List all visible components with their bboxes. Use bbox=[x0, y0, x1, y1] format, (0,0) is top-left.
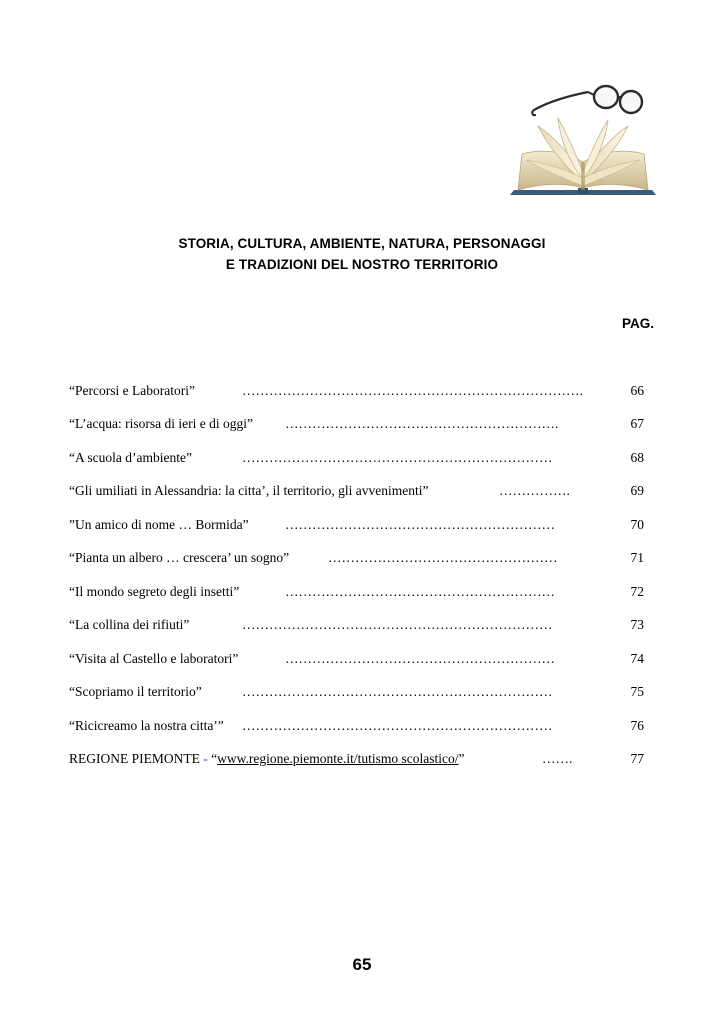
toc-entry-title: “Il mondo segreto degli insetti” bbox=[69, 584, 240, 599]
open-quote: “ bbox=[211, 751, 218, 766]
toc-row bbox=[69, 483, 644, 503]
toc-page-number: 75 bbox=[630, 684, 644, 699]
toc-entry-title: “Pianta un albero … crescera’ un sogno” bbox=[69, 550, 290, 565]
website-link[interactable]: www.regione.piemonte.it/tutismo scolastico/ bbox=[217, 751, 459, 766]
toc-leader-dots: …………………………………………… bbox=[328, 550, 558, 565]
toc-page-number: 70 bbox=[630, 517, 644, 532]
toc-leader-dots: …………………………………………………………… bbox=[242, 684, 553, 699]
toc-page-number: 73 bbox=[630, 617, 644, 632]
toc-entry-title: “L’acqua: risorsa di ieri e di oggi” bbox=[69, 416, 253, 431]
toc-leader-dots: …………………………………………………………… bbox=[242, 617, 553, 632]
toc-entry-title: “Gli umiliati in Alessandria: la citta’, il territorio, gli avvenimenti” bbox=[69, 483, 429, 498]
toc-leader-dots: …………………………………………………………… bbox=[242, 450, 553, 465]
toc-leader-dots: …………………………………………………………………. bbox=[242, 383, 583, 398]
toc-page-number: 71 bbox=[630, 550, 644, 565]
toc-leader-dots: …………………………………………………… bbox=[285, 584, 555, 599]
toc-entry-title: “La collina dei rifiuti” bbox=[69, 617, 190, 632]
toc-page-number: 69 bbox=[630, 483, 644, 498]
toc-entry-title bbox=[69, 751, 464, 767]
toc-page-number: 77 bbox=[630, 751, 644, 766]
toc-page-number: 67 bbox=[630, 416, 644, 431]
toc-row bbox=[69, 584, 644, 604]
toc-leader-dots: ……………. bbox=[499, 483, 570, 498]
toc-page-number: 72 bbox=[630, 584, 644, 599]
toc-entry-title: “Ricicreamo la nostra citta’” bbox=[69, 718, 224, 733]
regione-label: REGIONE PIEMONTE bbox=[69, 751, 204, 766]
toc-leader-dots: ……………………………………………………. bbox=[285, 416, 559, 431]
toc-leader-dots: …………………………………………………………… bbox=[242, 718, 553, 733]
toc-row bbox=[69, 450, 644, 470]
toc-entry-title: “Visita al Castello e laboratori” bbox=[69, 651, 239, 666]
separator-dash: - bbox=[203, 751, 212, 766]
toc-leader-dots: …………………………………………………… bbox=[285, 517, 555, 532]
heading-line-1: STORIA, CULTURA, AMBIENTE, NATURA, PERSONAGGI bbox=[178, 236, 546, 251]
page-column-header: PAG. bbox=[621, 316, 654, 331]
toc-page-number: 74 bbox=[630, 651, 644, 666]
toc-page-number: 66 bbox=[630, 383, 644, 398]
toc-row bbox=[69, 416, 644, 436]
toc-row bbox=[69, 550, 644, 570]
toc-row bbox=[69, 517, 644, 537]
toc-entry-title: “A scuola d’ambiente” bbox=[69, 450, 192, 465]
heading-line-2: E TRADIZIONI DEL NOSTRO TERRITORIO bbox=[225, 257, 499, 272]
toc-entry-title: “Scopriamo il territorio” bbox=[69, 684, 202, 699]
toc-leader-dots: ……. bbox=[542, 751, 573, 766]
close-quote: ” bbox=[458, 751, 465, 766]
toc-row bbox=[69, 684, 644, 704]
toc-row bbox=[69, 617, 644, 637]
footer-page-number: 65 bbox=[352, 955, 372, 974]
toc-row bbox=[69, 651, 644, 671]
toc-row-regione bbox=[69, 751, 644, 771]
toc-entry-title: “Percorsi e Laboratori” bbox=[69, 383, 195, 398]
toc-row bbox=[69, 718, 644, 738]
toc-page-number: 76 bbox=[630, 718, 644, 733]
toc-page-number: 68 bbox=[630, 450, 644, 465]
toc-row bbox=[69, 383, 644, 403]
toc-leader-dots: …………………………………………………… bbox=[285, 651, 555, 666]
toc-entry-title: ”Un amico di nome … Bormida” bbox=[69, 517, 249, 532]
